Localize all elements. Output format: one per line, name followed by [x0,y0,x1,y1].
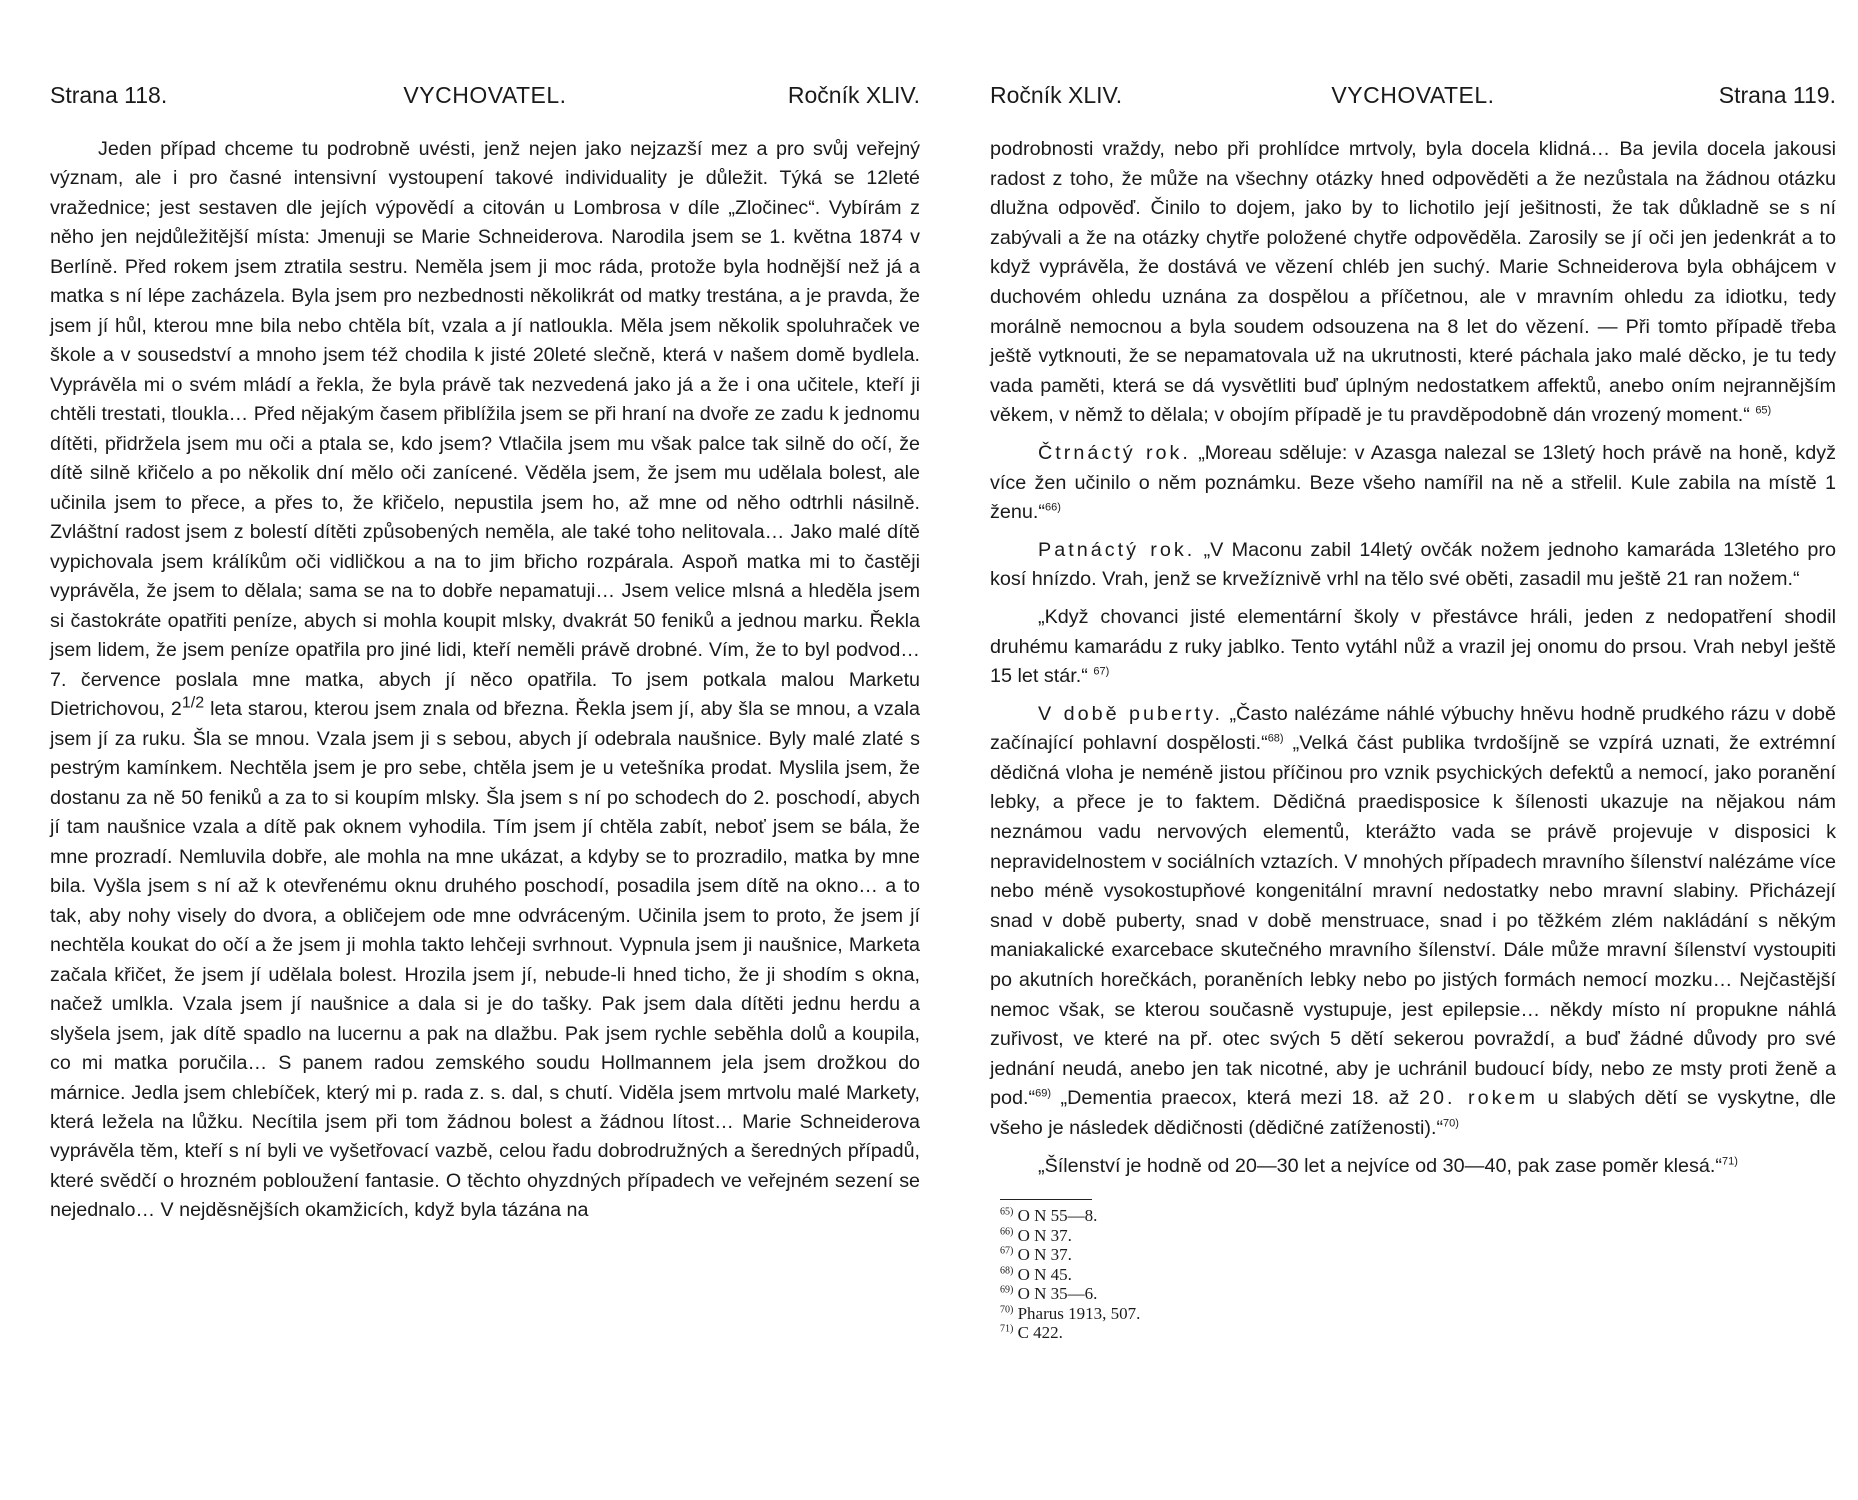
footnote-text: C 422. [1017,1323,1063,1343]
right-page-header [990,82,1836,114]
footnote-ref: 71) [1721,1155,1738,1167]
left-page-body [50,135,920,1226]
fraction: 1/2 [181,694,205,712]
footnote-number: 67) [1000,1245,1014,1257]
spaced-text: 20. rokem [1418,1087,1538,1110]
volume-label: Ročník XLIV. [990,82,1123,108]
section-lead: V době puberty. [1038,702,1224,725]
footnote-number: 70) [1000,1304,1014,1316]
footnotes [1000,1206,1836,1343]
journal-title: VYCHOVATEL. [1331,82,1495,108]
paragraph-text: „Šílenství je hodně od 20—30 let a nejvíce od 30—40, pak zase poměr klesá.“ [1038,1154,1722,1177]
footnote-number: 65) [1000,1206,1014,1218]
footnote-text: O N 35—6. [1017,1284,1098,1304]
footnote-text: O N 37. [1017,1225,1072,1245]
paragraph-text: u slabých dětí se vyskytne, dle všeho je následek dědičnosti (dědičné zatíženosti).“ [990,1087,1836,1139]
footnote-ref: 67) [1093,665,1110,678]
page-number: Strana 119. [1718,82,1836,108]
paragraph-text: „Často nalézáme náhlé výbuchy hněvu hodně prudkého rázu v době začínající pohlavní dospělosti.“ [990,702,1836,755]
footnote [1000,1284,1836,1304]
footnote [1000,1304,1836,1324]
paragraph-text: Jeden případ chceme tu podrobně uvésti, jenž nejen jako nejzazší mez a pro svůj veřejný význam, ale i pro časné intensivní vystoupení takové individuality je důležit. Týká se 12leté vražednice; jest sestaven dle jejích výpovědí a citován u Lombrosa v díle „Zločinec“. Vybírám z něho jen nejdůležitější místa: Jmenuji se Marie Schneiderova. Narodila jsem se 1. května 1874 v Berlíně. Před rokem jsem ztratila sestru. Neměla jsem ji moc ráda, protože byla hodnější než já a matka s ní lépe zacházela. Byla jsem pro nezbednosti několikrát od matky trestána, a je pravda, že jsem jí hůl, kterou mne bila nebo chtěla bít, vzala a jí natloukla. Měla jsem několik spoluhraček ve škole a v sousedství a mnoho jsem též chodila k jisté 20leté slečně, která v našem domě bydlela. Vyprávěla mi o svém mládí a řekla, že byla právě tak nezvedená jako já a že i ona učitele, kteří ji chtěli trestati, tloukla… Před nějakým časem přiblížila jsem se při hraní na dvoře ze zadu k jednomu dítěti, přidržela jsem mu oči a ptala se, kdo jsem? Vtlačila jsem mu však palce tak silně do očí, že dítě silně křičelo a po několik dní mělo oči zanícené. Věděla jsem, že jsem mu udělala bolest, ale učinila jsem to přece, a přes to, že křičelo, nepustila jsem ho, až mne od něho odtrhli násilně. Zvláštní radost jsem z bolestí dítěti způsobených neměla, ale také toho nelitovala… Jako malé dítě vypichovala jsem králíkům oči vidličkou a na to jim břicho rozpárala. Aspoň matka mi to častěji vyprávěla, že jsem to dělala; sama se na to dobře nepamatuji… Jsem velice mlsná a hleděla jsem si častokráte opatřiti peníze, abych si mohla koupit mlsky, dvakrát 50 feniků a jednou marku. Řekla jsem lidem, že jsem peníze opatřila pro jiné lidi, kteří neměli právě drobné. Vím, že to byl podvod… 7. července poslala mne matka, abych jí něco opatřila. To jsem potkala malou Marketu Dietrichovou, 2 [50,138,920,721]
footnote-number: 68) [1000,1265,1014,1277]
section-lead: Patnáctý rok. [1038,538,1196,561]
footnote-text: O N 45. [1017,1264,1072,1284]
paragraph-text: podrobnosti vraždy, nebo při prohlídce mrtvoly, byla docela klidná… Ba jevila docela jakousi radost z toho, že může na všechny otázky hned odpověděti a že nezůstala na žádnou otázku dlužna odpověď. Činilo to dojem, jako by to lichotilo její ješitnosti, že tak důkladně se s ní zabývali a že na otázky chytře položené chytře odpověděla. Zarosily se jí oči jen jedenkrát a to když vyprávěla, že dostává ve vězení chléb jen suchý. Marie Schneiderova byla obhájcem v duchovém ohledu uznána za dospělou a příčetnou, ale v mravním ohledu za idiotku, tedy morálně nemocnou a byla soudem odsouzena na 8 let do vězení. — Při tomto případě třeba ještě vytknouti, že se nepamatovala už na ukrutnosti, které páchala jako malé děcko, je tu tedy vada paměti, která se dá vysvětliti buď úplným nedostatkem affektů, anebo oním nejrannějším věkem, v němž to dělala; v obojím případě je tu pravděpodobně dán vrozený moment.“ [990,138,1836,427]
paragraph [990,536,1836,595]
right-page [990,0,1836,1500]
paragraph-text: „Když chovanci jisté elementární školy v přestávce hráli, jeden z nedopatření shodil druhému kamarádu z ruky jablko. Tento vytáhl nůž a vrazil jej onomu do prsou. Vrah nebyl ještě 15 let stár.“ [990,605,1836,688]
footnote-ref: 70) [1443,1117,1459,1130]
footnote-ref: 68) [1267,732,1284,745]
footnote-text: O N 55—8. [1017,1206,1098,1226]
paragraph [50,135,920,1226]
paragraph [990,700,1836,1144]
footnote-number: 66) [1000,1226,1014,1238]
paragraph-text: „Moreau sděluje: v Azasga nalezal se 13letý hoch právě na honě, když více žen učinilo o něm poznámku. Beze všeho namířil na ně a střelil. Kule zabila na místě 1 ženu.“ [990,441,1836,524]
footnote [1000,1323,1836,1343]
footnote [1000,1206,1836,1226]
footnote-number: 69) [1000,1284,1014,1296]
paragraph-text: „Velká část publika tvrdošíjně se vzpírá uznati, že extrémní dědičná vloha je neméně jistou příčinou pro vznik psychických defektů a nemocí, jako poranění lebky, a přece je to faktem. Dědičná praedisposice k šílenosti ukazuje na nějakou nám neznámou vadu nervových elementů, kterážto vada se právě projevuje v disposici k nepravidelnostem v sociálních vztazích. V mnohých případech mravního šílenství nalézáme více nebo méně vysokostupňové kongenitální mravní nedostatky nebo mravní slabiny. Přicházejí snad v době puberty, snad v době menstruace, snad i po těžkém zlém nakládání s někým maniakalické exarcebace skutečného mravního šílenství. Dále může mravní šílenství vystoupiti po akutních horečkách, poraněních lebky nebo po jistých formách nemocí mozku… Nejčastější nemoc však, se kterou současně vystupuje, jest epilepsie… někdy místo ní propukne náhlá zuřivost, ve které na př. otec svých 5 dětí sekerou povraždí, a buď žádné důvody pro své jednání neudá, anebo jen tak nicotné, aby je uchránil budoucí bídy, nebo ze msty proti ženě a pod.“ [990,732,1836,1110]
paragraph-text: leta starou, kterou jsem znala od března. Řekla jsem jí, aby šla se mnou, a vzala jsem jí za ruku. Šla se mnou. Vzala jsem ji s sebou, abych jí odebrala naušnice. Byly malé zlaté s pestrým kamínkem. Nechtěla jsem je pro sebe, chtěla jsem je u vetešníka prodat. Myslila jsem, že dostanu za ně 50 feniků a za to si koupím mlsky. Šla jsem s ní po schodech do 2. poschodí, abych jí tam naušnice vzala a dítě pak oknem vyhodila. Tím jsem jí chtěla zabít, neboť jsem se bála, že mne prozradí. Nemluvila dobře, ale mohla na mne ukázat, a kdyby se to prozradilo, matka by mne bila. Vyšla jsem s ní až k otevřenému oknu druhého poschodí, posadila jsem dítě na okno… a to tak, aby nohy visely do dvora, a obličejem ode mne odvráceným. Učinila jsem to proto, že jsem jí nechtěla koukat do očí a že jsem ji mohla takto lehčeji svrhnout. Vypnula jsem ji naušnice, Marketa začala křičet, že jsem jí udělala bolest. Hrozila jsem jí, nebude-li hned ticho, že ji shodím s okna, načež umlkla. Vzala jsem jí naušnice a dala si je do tašky. Pak jsem dala dítěti jednu herdu a slyšela jsem, jak dítě spadlo na lucernu a pak na dlažbu. Pak jsem rychle seběhla dolů a koupila, co mi matka poručila… S panem radou zemského soudu Hollmannem jela jsem drožkou do márnice. Jedla jsem chlebíček, který mi p. rada z. s. dal, s chutí. Viděla jsem mrtvolu malé Markety, která ležela na lůžku. Necítila jsem při tom žádnou bolest a žádnou lítost… Marie Schneiderova vyprávěla těm, kteří s ní byli ve vyšetřovací vazbě, celou řadu dobrodružných a šeredných případů, které svědčí o hrozném pobloužení fantasie. O těchto ohyzdných případech ve veřejném sezení se nejednalo… V nejděsnějších okamžicích, když byla tázána na [50,698,920,1222]
journal-title: VYCHOVATEL. [403,82,567,108]
footnote [1000,1265,1836,1285]
footnote-text: Pharus 1913, 507. [1017,1303,1141,1323]
paragraph-text: „Dementia praecox, která mezi 18. až [1051,1087,1419,1110]
paragraph [990,1152,1836,1182]
footnote-number: 71) [1000,1323,1014,1335]
paragraph-text: „V Maconu zabil 14letý ovčák nožem jednoho kamaráda 13letého pro kosí hnízdo. Vrah, jenž se krvežíznivě vrhl na tělo své oběti, zasadil mu ještě 21 ran nožem.“ [990,538,1836,591]
volume-label: Ročník XLIV. [787,82,920,108]
paragraph [990,439,1836,528]
footnote-ref: 66) [1044,501,1061,514]
right-page-body [990,135,1836,1343]
footnote-ref: 69) [1035,1087,1051,1100]
footnote-ref: 65) [1755,404,1772,417]
page-number: Strana 118. [50,82,168,108]
paragraph [990,603,1836,692]
footnote-text: O N 37. [1017,1245,1072,1265]
footnote [1000,1226,1836,1246]
section-lead: Čtrnáctý rok. [1038,441,1191,464]
left-page-header [50,82,920,114]
paragraph [990,135,1836,431]
left-page [50,0,920,1500]
footnote [1000,1245,1836,1265]
footnote-divider [1000,1199,1092,1200]
